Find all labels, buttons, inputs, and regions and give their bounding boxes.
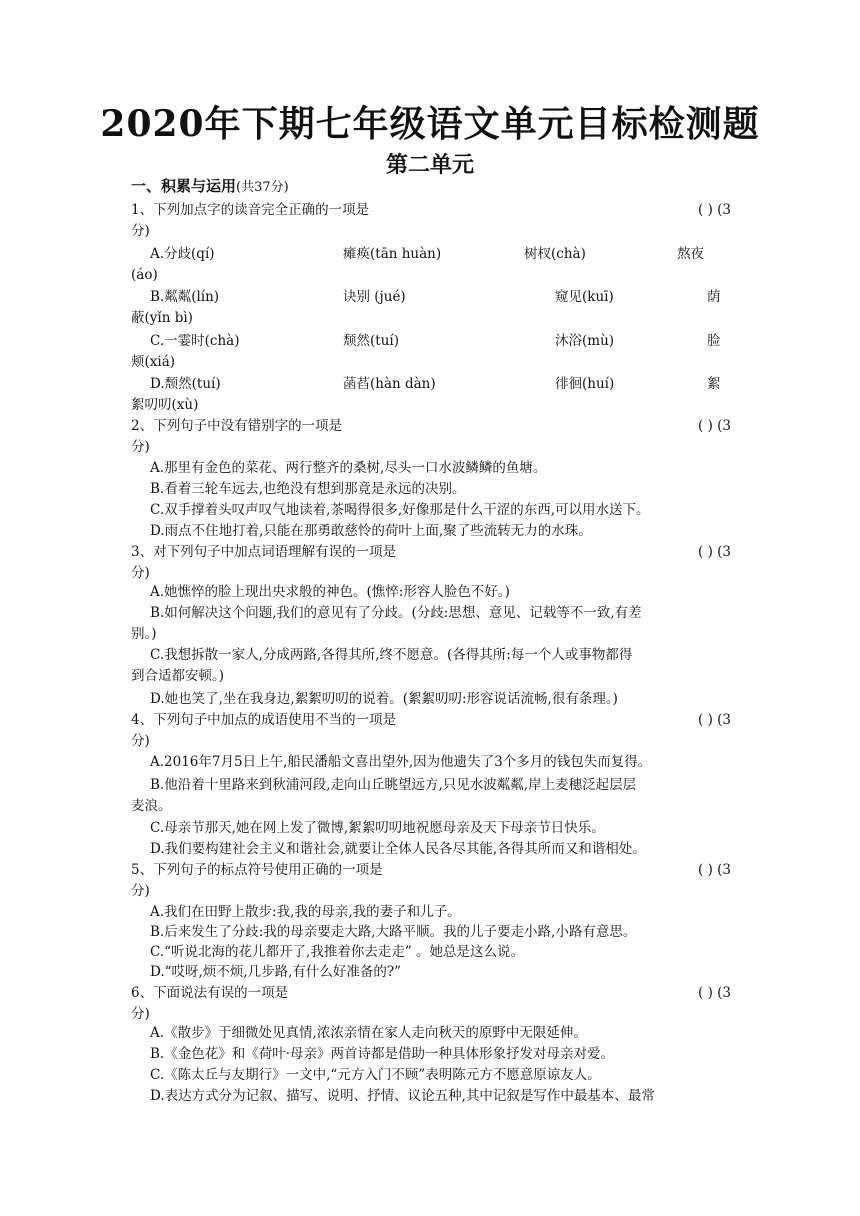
section-heading	[131, 176, 731, 198]
q6-option-c: C.《陈太丘与友期行》一文中,“元方入门不顾”表明陈元方不愿意原谅友人。	[150, 1067, 601, 1083]
q3-option-c-wrap: 到合适都安顿。)	[131, 668, 225, 684]
q2-option-a: A.那里有金色的菜花、两行整齐的桑树,尽头一口水波鳞鳞的鱼塘。	[150, 460, 547, 476]
question-5-stem: 5、下列句子的标点符号使用正确的一项是 ( ) (3	[131, 860, 731, 881]
q3-option-b-wrap: 别。)	[131, 626, 157, 642]
q6-option-b: B.《金色花》和《荷叶·母亲》两首诗都是借助一种具体形象抒发对母亲对爱。	[150, 1046, 615, 1062]
q1-option-c-wrap: 颊(xiá)	[131, 354, 176, 370]
score-tail: 分)	[131, 439, 150, 455]
q3-option-a: A.她憔悴的脸上现出央求般的神色。(憔悴:形容人脸色不好。)	[150, 584, 510, 600]
q4-option-c: C.母亲节那天,她在网上发了微博,絮絮叨叨地祝愿母亲及天下母亲节日快乐。	[150, 820, 605, 836]
q5-option-d: D.“哎呀,烦不烦,几步路,有什么好准备的?”	[150, 964, 402, 980]
q5-option-b: B.后来发生了分歧:我的母亲要走大路,大路平顺。我的儿子要走小路,小路有意思。	[150, 924, 637, 940]
answer-blank: ( ) (3	[698, 712, 731, 728]
question-1-stem: 1、下列加点字的读音完全正确的一项是 ( ) (3	[131, 200, 731, 221]
q1-option-row-d: D.颓然(tuí) 菡萏(hàn dàn) 徘徊(huí) 絮	[150, 376, 721, 392]
q2-option-b: B.看着三轮车远去,也绝没有想到那竟是永远的决别。	[150, 481, 466, 497]
unit-subtitle: 第二单元	[385, 152, 474, 178]
q3-option-c: C.我想拆散一家人,分成两路,各得其所,终不愿意。(各得其所:每一个人或事物都得	[150, 647, 633, 663]
q4-option-a: A.2016年7月5日上午,船民潘船文喜出望外,因为他遗失了3个多月的钱包失而复得。	[150, 754, 652, 770]
q4-option-b: B.他沿着十里路来到秋浦河段,走向山丘眺望远方,只见水波粼粼,岸上麦穗泛起层层	[150, 777, 637, 793]
score-tail: 分)	[131, 733, 150, 749]
q3-option-b: B.如何解决这个问题,我们的意见有了分歧。(分歧:思想、意见、记载等不一致,有差	[150, 605, 642, 621]
q6-option-a: A.《散步》于细微处见真情,浓浓亲情在家人走向秋天的原野中无限延伸。	[150, 1025, 587, 1041]
q1-option-b-wrap: 蔽(yǐn bì)	[131, 310, 193, 326]
section-label: 一、积累与运用	[131, 177, 237, 195]
q1-option-row-b: B.粼粼(lín) 诀别 (jué) 窥见(kuī) 荫	[150, 289, 721, 305]
q1-option-row-a: A.分歧(qí) 瘫痪(tān huàn) 树杈(chà) 熬夜	[150, 246, 704, 262]
q5-option-a: A.我们在田野上散步:我,我的母亲,我的妻子和儿子。	[150, 904, 461, 920]
q1-option-d-wrap: 絮叨叨(xù)	[131, 397, 199, 413]
score-tail: 分)	[131, 883, 150, 899]
q2-option-d: D.雨点不住地打着,只能在那勇敢慈怜的荷叶上面,聚了些流转无力的水珠。	[150, 523, 592, 539]
question-6-stem: 6、下面说法有误的一项是 ( ) (3	[131, 983, 731, 1004]
section-score: (共37分)	[236, 180, 289, 195]
answer-blank: ( ) (3	[698, 544, 731, 560]
answer-blank: ( ) (3	[698, 202, 731, 218]
score-tail: 分)	[131, 1006, 150, 1022]
question-2-stem: 2、下列句子中没有错别字的一项是 ( ) (3	[131, 416, 731, 437]
q1-option-a-wrap: (áo)	[131, 267, 158, 283]
question-4-stem: 4、下列句子中加点的成语使用不当的一项是 ( ) (3	[131, 710, 731, 731]
answer-blank: ( ) (3	[698, 985, 731, 1001]
score-tail: 分)	[131, 565, 150, 581]
q4-option-d: D.我们要构建社会主义和谐社会,就要让全体人民各尽其能,各得其所而又和谐相处。	[150, 841, 646, 857]
q5-option-c: C.“听说北海的花儿都开了,我推着你去走走” 。她总是这么说。	[150, 944, 525, 960]
answer-blank: ( ) (3	[698, 862, 731, 878]
question-3-stem: 3、对下列句子中加点词语理解有误的一项是 ( ) (3	[131, 542, 731, 563]
answer-blank: ( ) (3	[698, 418, 731, 434]
score-tail: 分)	[131, 223, 150, 239]
q4-option-b-wrap: 麦浪。	[131, 798, 172, 814]
q2-option-c: C.双手撑着头叹声叹气地读着,茶喝得很多,好像那是什么干涩的东西,可以用水送下。	[150, 502, 650, 518]
exam-title: 2020年下期七年级语文单元目标检测题	[100, 103, 760, 145]
q1-option-row-c: C.一霎时(chà) 颓然(tuí) 沐浴(mù) 脸	[150, 333, 721, 349]
q6-option-d: D.表达方式分为记叙、描写、说明、抒情、议论五种,其中记叙是写作中最基本、最常	[150, 1088, 655, 1104]
q3-option-d: D.她也笑了,坐在我身边,絮絮叨叨的说着。(絮絮叨叨:形容说话流畅,很有条理。)	[150, 691, 618, 707]
